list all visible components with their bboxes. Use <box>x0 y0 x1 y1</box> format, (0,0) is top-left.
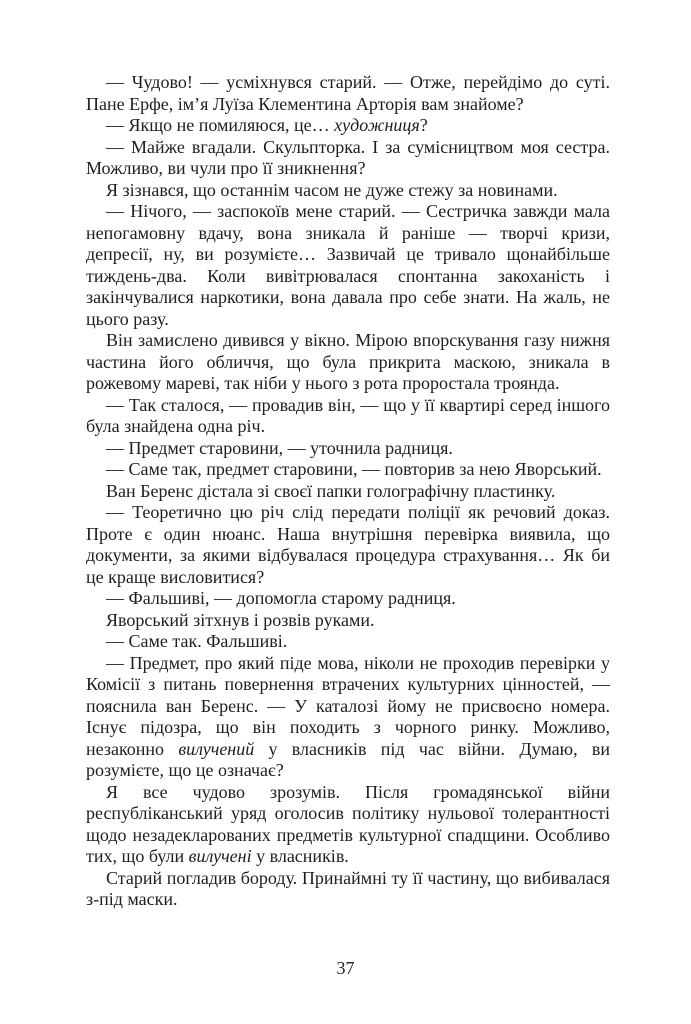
paragraph: — Якщо не помиляюся, це… художниця? <box>106 115 428 135</box>
paragraph: — Нічого, — заспокоїв мене старий. — Сестричка завжди мала непогамовну вдачу, вона зникала й раніше — творчі кризи, депресії, ну, ви розумієте… Зазвичай це тривало щонайбільше тиждень-два. Коли вивітрювалася спонтанна закоханість і закінчувалися наркотики, вона давала про себе знати. На жаль, не цього разу. <box>86 201 610 329</box>
paragraph: — Теоретично цю річ слід передати поліції як речовий доказ. Проте є один нюанс. Наша внутрішня перевірка виявила, що документи, за якими відбувалася процедура страхування… Як би це краще висловитися? <box>86 502 610 587</box>
paragraph: Я зізнався, що останнім часом не дуже стежу за новинами. <box>106 179 558 200</box>
paragraph: — Так сталося, — провадив він, — що у її квартирі серед іншого була знайдена одна річ. <box>86 394 610 436</box>
paragraph: — Предмет старовини, — уточнила радниця. <box>106 437 453 458</box>
page-number: 37 <box>336 958 355 978</box>
paragraph: — Майже вгадали. Скульпторка. І за сумісництвом моя сестра. Можливо, ви чули про її зникнення? <box>86 136 610 178</box>
paragraph: Ван Беренс дістала зі своєї папки голографічну пластинку. <box>106 480 556 501</box>
paragraph: — Саме так. Фальшиві. <box>106 631 288 651</box>
italic-emphasis: художниця <box>334 115 420 135</box>
italic-emphasis: вилучений <box>178 738 255 759</box>
paragraph: — Предмет, про який піде мова, ніколи не проходив перевірки у Комісії з питань повернення втрачених культурних цінностей, — пояснила ван Беренс. — У каталозі йому не присвоєно номера. Існує підозра, що він походить з чорного ринку. Можливо, незаконно вилучений у власників під час війни. Думаю, ви розумієте, що це означає? <box>86 652 610 780</box>
paragraph: Старий погладив бороду. Принаймні ту її частину, що вибивалася з-під маски. <box>86 867 610 909</box>
book-page-body <box>86 72 610 911</box>
paragraph: Я все чудово зрозумів. Після громадянської війни республіканський уряд оголосив політику нульової толерантності щодо незадекларованих предметів культурної спадщини. Особливо тих, що були вилучені у власників. <box>86 781 610 866</box>
italic-emphasis: вилучені <box>188 846 252 866</box>
paragraph: Яворський зітхнув і розвів руками. <box>106 609 375 630</box>
paragraph: — Фальшиві, — допомогла старому радниця. <box>106 588 456 608</box>
paragraph: — Саме так, предмет старовини, — повторив за нею Яворський. <box>106 459 602 479</box>
paragraph: Він замислено дивився у вікно. Мірою впорскування газу нижня частина його обличчя, що була прикрита маскою, зникала в рожевому мареві, так ніби у нього з рота проростала троянда. <box>86 330 610 393</box>
paragraph: — Чудово! — усміхнувся старий. — Отже, перейдімо до суті. Пане Ерфе, ім’я Луїза Клементина Арторія вам знайоме? <box>86 72 610 114</box>
